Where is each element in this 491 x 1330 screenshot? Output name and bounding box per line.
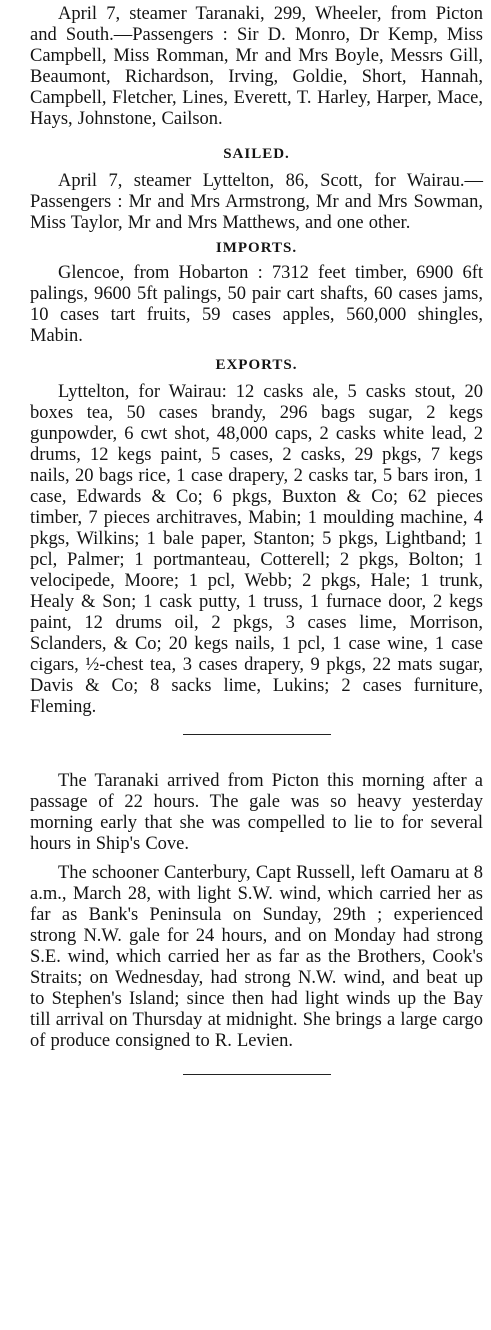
exports-heading: EXPORTS. xyxy=(215,357,298,373)
exports-paragraph: Lyttelton, for Wairau: 12 casks ale, 5 casks stout, 20 boxes tea, 50 cases brandy, 296 bags sugar, 2 kegs gunpowder, 6 cwt shot, 48,000 caps, 2 casks white lead, 2 drums, 12 kegs paint, 5 cases, 2 casks, 29 pkgs, 7 kegs nails, 20 bags rice, 1 case drapery, 2 casks tar, 5 bars iron, 1 case, Edwards & Co; 6 pkgs, Buxton & Co; 62 pieces timber, 7 pieces architraves, Mabin; 1 moulding machine, 4 pkgs, Wilkins; 1 bale paper, Stanton; 5 pkgs, Lightband; 1 pcl, Palmer; 1 portmanteau, Cotterell; 2 pkgs, Bolton; 1 velocipede, Moore; 1 pcl, Webb; 2 pkgs, Hale; 1 trunk, Healy & Son; 1 cask putty, 1 truss, 1 furnace door, 2 kegs paint, 12 drums oil, 2 pkgs, 3 cases lime, Morrison, Sclanders, & Co; 20 kegs nails, 1 pcl, 1 case wine, 1 case cigars, ½-chest tea, 3 cases drapery, 9 pkgs, 22 mats sugar, Davis & Co; 8 sacks lime, Lukins; 2 cases furniture, Fleming. xyxy=(30,382,483,717)
canterbury-news-paragraph: The schooner Canterbury, Capt Russell, left Oamaru at 8 a.m., March 28, with light S.W. wind, which carried her as far as Bank's Peninsula on Sunday, 29th ; experienced strong N.W. gale for 24 hours, and on Monday had strong S.E. wind, which carried her as far as the Brothers, Cook's Straits; on Wednesday, had strong N.W. wind, and beat up to Stephen's Island; since then had light winds up the Bay till arrival on Thursday at midnight. She brings a large cargo of produce consigned to R. Levien. xyxy=(30,863,483,1051)
section-divider xyxy=(183,734,331,735)
imports-paragraph: Glencoe, from Hobarton : 7312 feet timber, 6900 6ft palings, 9600 5ft palings, 50 pair cart shafts, 60 cases jams, 10 cases tart fruits, 59 cases apples, 560,000 shingles, Mabin. xyxy=(30,263,483,346)
sailed-paragraph: April 7, steamer Lyttelton, 86, Scott, for Wairau.—Passengers : Mr and Mrs Armstrong, Mr and Mrs Sowman, Miss Taylor, Mr and Mrs Matthews, and one other. xyxy=(30,171,483,233)
closing-divider xyxy=(183,1074,331,1075)
imports-heading: IMPORTS. xyxy=(215,240,298,256)
arrived-paragraph: April 7, steamer Taranaki, 299, Wheeler, from Picton and South.—Passengers : Sir D. Monro, Dr Kemp, Miss Campbell, Miss Romman, Mr and Mrs Boyle, Messrs Gill, Beaumont, Richardson, Irving, Goldie, Short, Hannah, Campbell, Fletcher, Lines, Everett, T. Harley, Harper, Mace, Hays, Johnstone, Cailson. xyxy=(30,4,483,129)
sailed-heading: SAILED. xyxy=(223,146,290,162)
taranaki-news-paragraph: The Taranaki arrived from Picton this morning after a passage of 22 hours. The gale was so heavy yesterday morning early that she was compelled to lie to for several hours in Ship's Cove. xyxy=(30,771,483,854)
